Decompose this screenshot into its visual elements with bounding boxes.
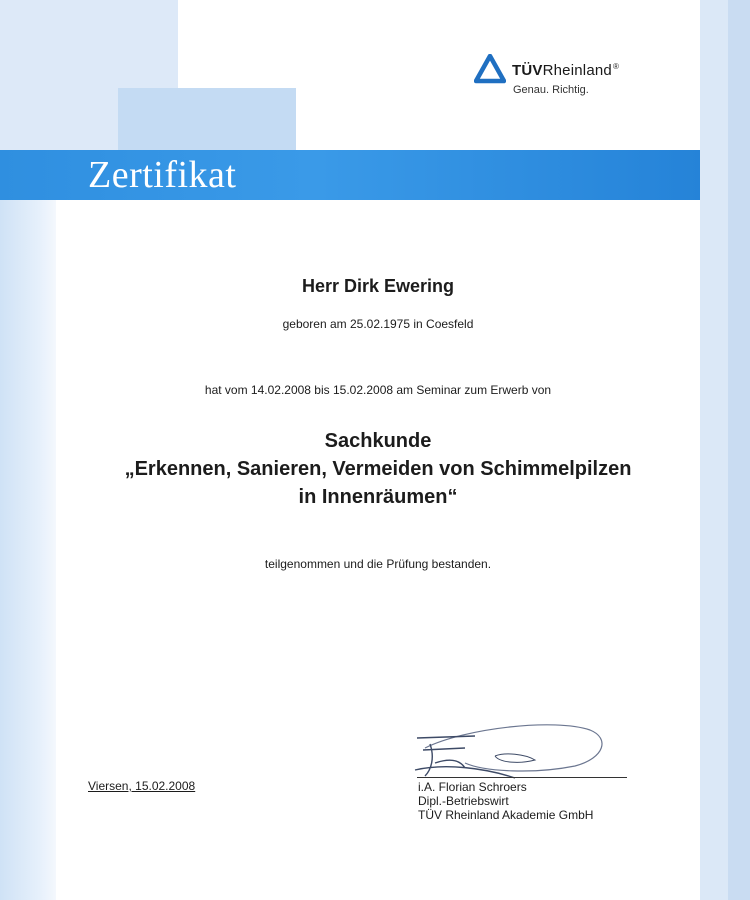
logo-name-bold: TÜV [512, 62, 543, 79]
decor-strip-right-edge [728, 0, 750, 900]
course-line-1: Sachkunde [324, 430, 432, 452]
course-line-3: in Innenräumen“ [298, 486, 458, 508]
course-line-2: „Erkennen, Sanieren, Vermeiden von Schimmelpilzen [124, 458, 632, 480]
signature-line [417, 777, 627, 778]
signer-name: i.A. Florian Schroers [418, 780, 527, 794]
logo-registered-mark: ® [612, 62, 620, 71]
course-title [56, 427, 700, 511]
signer-organization: TÜV Rheinland Akademie GmbH [418, 808, 594, 822]
handwritten-signature [405, 708, 625, 786]
logo-wordmark [512, 62, 619, 79]
result-line: teilgenommen und die Prüfung bestanden. [264, 557, 492, 571]
signer-title: Dipl.-Betriebswirt [418, 794, 509, 808]
certificate-title: Zertifikat [88, 154, 237, 196]
triangle-logo-icon [474, 54, 506, 84]
seminar-line: hat vom 14.02.2008 bis 15.02.2008 am Seminar zum Erwerb von [204, 383, 552, 397]
signer-block [418, 780, 593, 822]
decor-strip-left [0, 200, 56, 900]
logo-name-regular: Rheinland [542, 62, 612, 79]
decor-block-top-mid [118, 88, 296, 150]
logo-slogan: Genau. Richtig. [513, 84, 589, 96]
tuv-rheinland-logo [474, 54, 654, 104]
place-date: Viersen, 15.02.2008 [88, 779, 196, 793]
birth-line: geboren am 25.02.1975 in Coesfeld [282, 317, 474, 331]
recipient-name: Herr Dirk Ewering [301, 276, 455, 296]
